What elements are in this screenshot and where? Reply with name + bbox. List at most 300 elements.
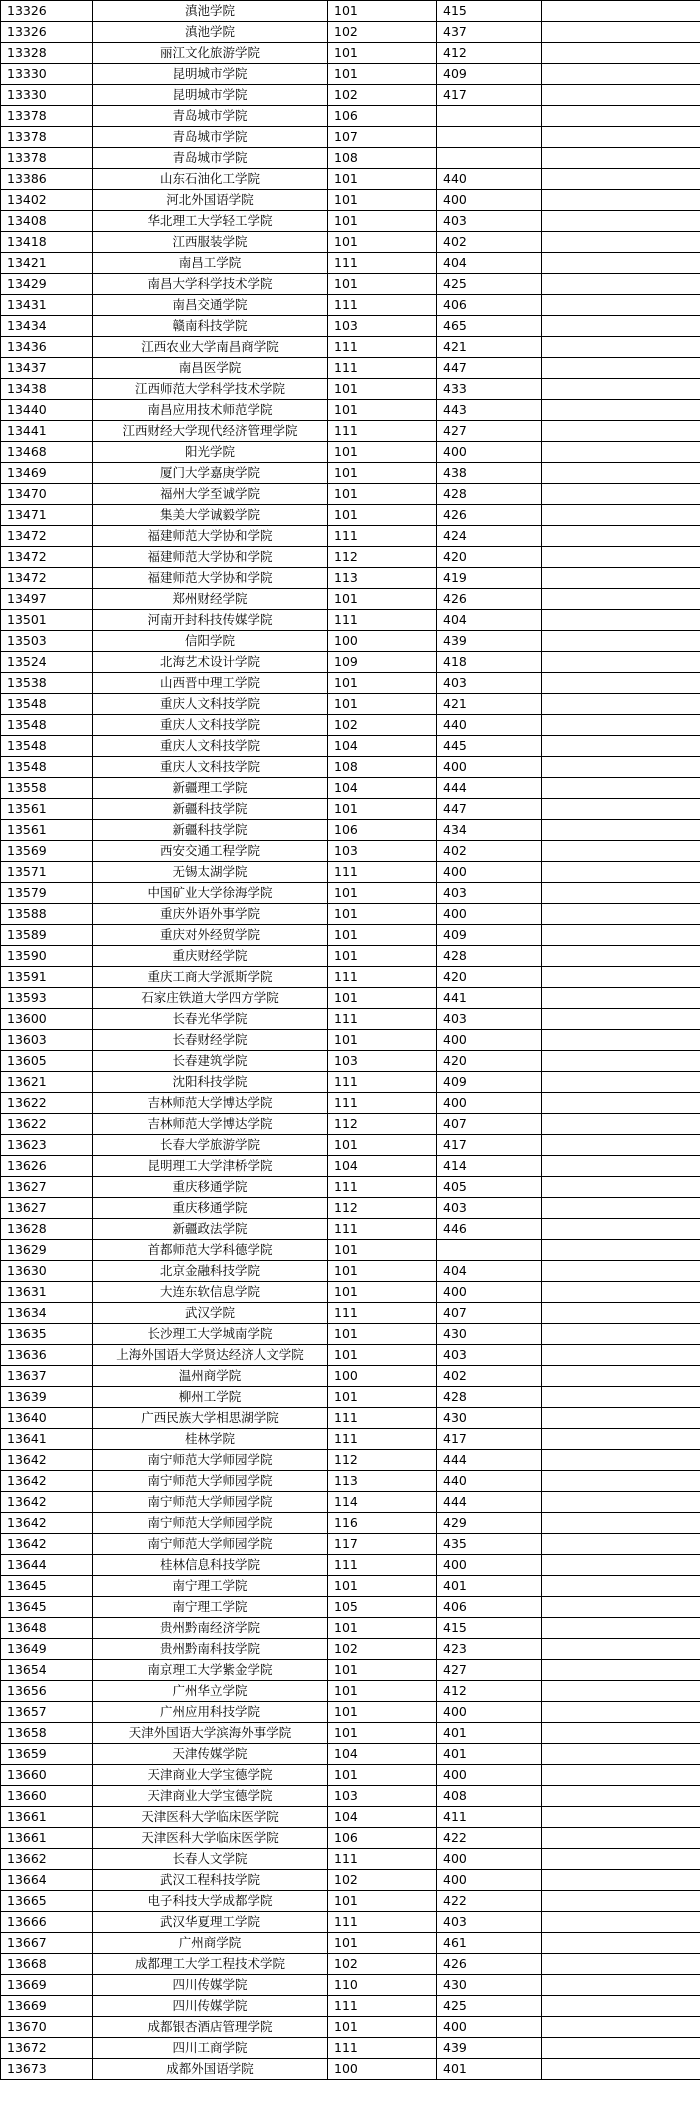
major-group-cell: 111 [328, 2038, 437, 2059]
major-group-cell: 101 [328, 1891, 437, 1912]
major-group-cell: 111 [328, 1009, 437, 1030]
table-row [1, 421, 700, 442]
score-cell: 420 [437, 1051, 542, 1072]
major-group-cell: 109 [328, 652, 437, 673]
major-group-cell: 111 [328, 1219, 437, 1240]
empty-cell [542, 1849, 700, 1870]
empty-cell [542, 484, 700, 505]
major-group-cell: 111 [328, 1072, 437, 1093]
score-cell: 428 [437, 946, 542, 967]
score-cell: 461 [437, 1933, 542, 1954]
school-code-cell: 13666 [1, 1912, 93, 1933]
major-group-cell: 110 [328, 1975, 437, 1996]
school-code-cell: 13635 [1, 1324, 93, 1345]
school-code-cell: 13645 [1, 1597, 93, 1618]
school-name-cell: 南宁理工学院 [93, 1597, 328, 1618]
empty-cell [542, 820, 700, 841]
empty-cell [542, 1702, 700, 1723]
score-cell: 444 [437, 1492, 542, 1513]
empty-cell [542, 1681, 700, 1702]
school-name-cell: 重庆移通学院 [93, 1177, 328, 1198]
school-code-cell: 13642 [1, 1450, 93, 1471]
empty-cell [542, 1198, 700, 1219]
major-group-cell: 111 [328, 1429, 437, 1450]
score-cell: 445 [437, 736, 542, 757]
school-code-cell: 13590 [1, 946, 93, 967]
school-code-cell: 13471 [1, 505, 93, 526]
table-row [1, 2017, 700, 2038]
empty-cell [542, 1345, 700, 1366]
table-row [1, 1114, 700, 1135]
empty-cell [542, 1786, 700, 1807]
major-group-cell: 100 [328, 631, 437, 652]
school-name-cell: 北京金融科技学院 [93, 1261, 328, 1282]
major-group-cell: 101 [328, 1660, 437, 1681]
school-code-cell: 13386 [1, 169, 93, 190]
major-group-cell: 101 [328, 274, 437, 295]
school-name-cell: 新疆科技学院 [93, 820, 328, 841]
major-group-cell: 113 [328, 568, 437, 589]
table-row [1, 862, 700, 883]
school-name-cell: 南昌交通学院 [93, 295, 328, 316]
school-name-cell: 无锡太湖学院 [93, 862, 328, 883]
school-code-cell: 13431 [1, 295, 93, 316]
table-row [1, 106, 700, 127]
empty-cell [542, 967, 700, 988]
school-code-cell: 13429 [1, 274, 93, 295]
score-cell: 435 [437, 1534, 542, 1555]
table-row [1, 1282, 700, 1303]
major-group-cell: 102 [328, 85, 437, 106]
table-row [1, 1639, 700, 1660]
school-code-cell: 13524 [1, 652, 93, 673]
empty-cell [542, 64, 700, 85]
school-name-cell: 河北外国语学院 [93, 190, 328, 211]
school-name-cell: 桂林学院 [93, 1429, 328, 1450]
major-group-cell: 104 [328, 1807, 437, 1828]
score-cell: 400 [437, 1282, 542, 1303]
table-row [1, 694, 700, 715]
school-name-cell: 南宁师范大学师园学院 [93, 1513, 328, 1534]
empty-cell [542, 526, 700, 547]
school-code-cell: 13657 [1, 1702, 93, 1723]
empty-cell [542, 1807, 700, 1828]
empty-cell [542, 400, 700, 421]
major-group-cell: 101 [328, 1618, 437, 1639]
school-code-cell: 13637 [1, 1366, 93, 1387]
school-name-cell: 南昌医学院 [93, 358, 328, 379]
score-cell: 420 [437, 547, 542, 568]
school-code-cell: 13626 [1, 1156, 93, 1177]
score-cell: 430 [437, 1408, 542, 1429]
empty-cell [542, 904, 700, 925]
major-group-cell: 101 [328, 673, 437, 694]
school-name-cell: 武汉工程科技学院 [93, 1870, 328, 1891]
table-row [1, 295, 700, 316]
school-code-cell: 13548 [1, 694, 93, 715]
school-code-cell: 13468 [1, 442, 93, 463]
score-cell: 417 [437, 1429, 542, 1450]
school-name-cell: 新疆政法学院 [93, 1219, 328, 1240]
score-cell: 402 [437, 841, 542, 862]
empty-cell [542, 1408, 700, 1429]
empty-cell [542, 2059, 700, 2080]
score-cell: 441 [437, 988, 542, 1009]
table-row [1, 232, 700, 253]
school-code-cell: 13640 [1, 1408, 93, 1429]
table-row [1, 547, 700, 568]
table-row [1, 904, 700, 925]
major-group-cell: 111 [328, 1408, 437, 1429]
school-name-cell: 成都外国语学院 [93, 2059, 328, 2080]
major-group-cell: 101 [328, 925, 437, 946]
empty-cell [542, 1576, 700, 1597]
table-row [1, 946, 700, 967]
empty-cell [542, 316, 700, 337]
table-row [1, 1744, 700, 1765]
major-group-cell: 103 [328, 841, 437, 862]
school-name-cell: 天津医科大学临床医学院 [93, 1828, 328, 1849]
table-row [1, 988, 700, 1009]
empty-cell [542, 1177, 700, 1198]
school-name-cell: 上海外国语大学贤达经济人文学院 [93, 1345, 328, 1366]
score-cell: 400 [437, 190, 542, 211]
school-code-cell: 13665 [1, 1891, 93, 1912]
table-row [1, 1303, 700, 1324]
empty-cell [542, 1597, 700, 1618]
major-group-cell: 111 [328, 1303, 437, 1324]
empty-cell [542, 463, 700, 484]
major-group-cell: 101 [328, 799, 437, 820]
major-group-cell: 101 [328, 1765, 437, 1786]
school-code-cell: 13642 [1, 1513, 93, 1534]
major-group-cell: 108 [328, 148, 437, 169]
school-name-cell: 信阳学院 [93, 631, 328, 652]
school-name-cell: 福州大学至诚学院 [93, 484, 328, 505]
score-cell: 403 [437, 1198, 542, 1219]
empty-cell [542, 1555, 700, 1576]
school-code-cell: 13627 [1, 1198, 93, 1219]
school-name-cell: 丽江文化旅游学院 [93, 43, 328, 64]
school-code-cell: 13441 [1, 421, 93, 442]
empty-cell [542, 1261, 700, 1282]
score-cell: 403 [437, 1009, 542, 1030]
score-cell: 406 [437, 295, 542, 316]
score-cell: 414 [437, 1156, 542, 1177]
score-cell: 422 [437, 1828, 542, 1849]
school-code-cell: 13634 [1, 1303, 93, 1324]
major-group-cell: 111 [328, 295, 437, 316]
major-group-cell: 101 [328, 232, 437, 253]
score-cell: 400 [437, 1702, 542, 1723]
empty-cell [542, 1828, 700, 1849]
school-name-cell: 广州商学院 [93, 1933, 328, 1954]
table-row [1, 1954, 700, 1975]
major-group-cell: 114 [328, 1492, 437, 1513]
table-row [1, 400, 700, 421]
major-group-cell: 111 [328, 862, 437, 883]
empty-cell [542, 1072, 700, 1093]
table-row [1, 610, 700, 631]
score-cell: 427 [437, 1660, 542, 1681]
table-row [1, 1702, 700, 1723]
score-cell: 412 [437, 1681, 542, 1702]
table-row [1, 1513, 700, 1534]
school-code-cell: 13472 [1, 526, 93, 547]
school-name-cell: 重庆人文科技学院 [93, 736, 328, 757]
empty-cell [542, 862, 700, 883]
empty-cell [542, 694, 700, 715]
school-name-cell: 福建师范大学协和学院 [93, 547, 328, 568]
score-cell [437, 127, 542, 148]
school-code-cell: 13472 [1, 547, 93, 568]
score-cell: 400 [437, 1555, 542, 1576]
school-code-cell: 13630 [1, 1261, 93, 1282]
school-name-cell: 新疆理工学院 [93, 778, 328, 799]
school-code-cell: 13326 [1, 1, 93, 22]
major-group-cell: 101 [328, 946, 437, 967]
school-name-cell: 江西师范大学科学技术学院 [93, 379, 328, 400]
school-code-cell: 13644 [1, 1555, 93, 1576]
major-group-cell: 101 [328, 1030, 437, 1051]
school-code-cell: 13569 [1, 841, 93, 862]
score-cell: 408 [437, 1786, 542, 1807]
score-cell: 403 [437, 673, 542, 694]
table-row [1, 505, 700, 526]
table-row [1, 127, 700, 148]
major-group-cell: 111 [328, 1093, 437, 1114]
table-row [1, 1429, 700, 1450]
school-name-cell: 南宁师范大学师园学院 [93, 1492, 328, 1513]
table-row [1, 1870, 700, 1891]
major-group-cell: 101 [328, 1135, 437, 1156]
major-group-cell: 101 [328, 1933, 437, 1954]
table-row [1, 85, 700, 106]
school-name-cell: 广州华立学院 [93, 1681, 328, 1702]
empty-cell [542, 127, 700, 148]
score-cell: 426 [437, 505, 542, 526]
score-cell: 401 [437, 2059, 542, 2080]
empty-cell [542, 379, 700, 400]
major-group-cell: 101 [328, 1576, 437, 1597]
school-name-cell: 成都理工大学工程技术学院 [93, 1954, 328, 1975]
table-row [1, 1072, 700, 1093]
major-group-cell: 101 [328, 484, 437, 505]
table-row [1, 1156, 700, 1177]
school-code-cell: 13437 [1, 358, 93, 379]
school-code-cell: 13672 [1, 2038, 93, 2059]
major-group-cell: 101 [328, 589, 437, 610]
school-code-cell: 13402 [1, 190, 93, 211]
school-code-cell: 13641 [1, 1429, 93, 1450]
major-group-cell: 111 [328, 421, 437, 442]
school-code-cell: 13330 [1, 85, 93, 106]
score-cell: 418 [437, 652, 542, 673]
table-row [1, 715, 700, 736]
empty-cell [542, 1114, 700, 1135]
score-cell: 439 [437, 2038, 542, 2059]
school-code-cell: 13438 [1, 379, 93, 400]
school-name-cell: 重庆工商大学派斯学院 [93, 967, 328, 988]
school-code-cell: 13328 [1, 43, 93, 64]
score-cell: 402 [437, 1366, 542, 1387]
score-cell: 425 [437, 1996, 542, 2017]
empty-cell [542, 568, 700, 589]
major-group-cell: 101 [328, 505, 437, 526]
table-row [1, 1219, 700, 1240]
empty-cell [542, 232, 700, 253]
score-cell: 447 [437, 358, 542, 379]
school-name-cell: 郑州财经学院 [93, 589, 328, 610]
table-row [1, 967, 700, 988]
table-row [1, 1996, 700, 2017]
empty-cell [542, 43, 700, 64]
table-row [1, 1240, 700, 1261]
table-row [1, 1912, 700, 1933]
major-group-cell: 101 [328, 904, 437, 925]
table-row [1, 148, 700, 169]
major-group-cell: 102 [328, 1870, 437, 1891]
empty-cell [542, 2038, 700, 2059]
school-code-cell: 13629 [1, 1240, 93, 1261]
major-group-cell: 113 [328, 1471, 437, 1492]
table-row [1, 1324, 700, 1345]
empty-cell [542, 1723, 700, 1744]
table-row [1, 526, 700, 547]
table-row [1, 169, 700, 190]
major-group-cell: 101 [328, 1324, 437, 1345]
empty-cell [542, 1450, 700, 1471]
school-name-cell: 贵州黔南经济学院 [93, 1618, 328, 1639]
school-name-cell: 昆明城市学院 [93, 85, 328, 106]
score-cell: 400 [437, 904, 542, 925]
school-name-cell: 首都师范大学科德学院 [93, 1240, 328, 1261]
school-code-cell: 13645 [1, 1576, 93, 1597]
score-cell: 444 [437, 1450, 542, 1471]
school-code-cell: 13668 [1, 1954, 93, 1975]
school-code-cell: 13603 [1, 1030, 93, 1051]
major-group-cell: 112 [328, 1450, 437, 1471]
table-row [1, 337, 700, 358]
score-cell: 400 [437, 1030, 542, 1051]
major-group-cell: 111 [328, 358, 437, 379]
school-code-cell: 13660 [1, 1765, 93, 1786]
score-cell: 438 [437, 463, 542, 484]
empty-cell [542, 1618, 700, 1639]
major-group-cell: 111 [328, 1996, 437, 2017]
school-name-cell: 重庆移通学院 [93, 1198, 328, 1219]
school-code-cell: 13561 [1, 799, 93, 820]
empty-cell [542, 715, 700, 736]
score-cell: 440 [437, 715, 542, 736]
empty-cell [542, 1282, 700, 1303]
major-group-cell: 111 [328, 610, 437, 631]
table-row [1, 1093, 700, 1114]
score-cell: 433 [437, 379, 542, 400]
school-name-cell: 山西晋中理工学院 [93, 673, 328, 694]
table-row [1, 1765, 700, 1786]
major-group-cell: 101 [328, 211, 437, 232]
table-row [1, 1492, 700, 1513]
score-cell: 404 [437, 610, 542, 631]
major-group-cell: 101 [328, 1387, 437, 1408]
major-group-cell: 103 [328, 1786, 437, 1807]
school-name-cell: 四川传媒学院 [93, 1996, 328, 2017]
school-code-cell: 13654 [1, 1660, 93, 1681]
score-cell [437, 106, 542, 127]
major-group-cell: 101 [328, 190, 437, 211]
school-name-cell: 北海艺术设计学院 [93, 652, 328, 673]
table-row [1, 1555, 700, 1576]
empty-cell [542, 1639, 700, 1660]
score-cell: 426 [437, 1954, 542, 1975]
table-row [1, 568, 700, 589]
major-group-cell: 102 [328, 1954, 437, 1975]
table-row [1, 1849, 700, 1870]
major-group-cell: 104 [328, 1156, 437, 1177]
empty-cell [542, 1240, 700, 1261]
empty-cell [542, 547, 700, 568]
major-group-cell: 101 [328, 2017, 437, 2038]
school-name-cell: 南宁师范大学师园学院 [93, 1534, 328, 1555]
score-cell: 420 [437, 967, 542, 988]
school-name-cell: 长春人文学院 [93, 1849, 328, 1870]
school-code-cell: 13642 [1, 1534, 93, 1555]
school-name-cell: 重庆外语外事学院 [93, 904, 328, 925]
table-row [1, 211, 700, 232]
empty-cell [542, 1660, 700, 1681]
school-name-cell: 阳光学院 [93, 442, 328, 463]
table-row [1, 190, 700, 211]
score-cell: 440 [437, 169, 542, 190]
score-cell: 430 [437, 1975, 542, 1996]
school-name-cell: 大连东软信息学院 [93, 1282, 328, 1303]
table-row [1, 1177, 700, 1198]
major-group-cell: 101 [328, 1240, 437, 1261]
school-code-cell: 13330 [1, 64, 93, 85]
major-group-cell: 104 [328, 778, 437, 799]
empty-cell [542, 610, 700, 631]
school-name-cell: 武汉学院 [93, 1303, 328, 1324]
school-name-cell: 长春财经学院 [93, 1030, 328, 1051]
table-row [1, 589, 700, 610]
table-row [1, 778, 700, 799]
major-group-cell: 112 [328, 547, 437, 568]
empty-cell [542, 736, 700, 757]
school-code-cell: 13600 [1, 1009, 93, 1030]
school-name-cell: 武汉华夏理工学院 [93, 1912, 328, 1933]
school-name-cell: 吉林师范大学博达学院 [93, 1114, 328, 1135]
table-row [1, 925, 700, 946]
score-cell: 447 [437, 799, 542, 820]
school-name-cell: 南昌大学科学技术学院 [93, 274, 328, 295]
empty-cell [542, 1996, 700, 2017]
table-row [1, 1891, 700, 1912]
score-cell: 403 [437, 883, 542, 904]
school-code-cell: 13648 [1, 1618, 93, 1639]
score-cell: 407 [437, 1303, 542, 1324]
major-group-cell: 111 [328, 253, 437, 274]
score-cell: 434 [437, 820, 542, 841]
empty-cell [542, 1765, 700, 1786]
score-cell: 443 [437, 400, 542, 421]
major-group-cell: 111 [328, 1177, 437, 1198]
score-cell [437, 148, 542, 169]
score-cell: 400 [437, 1093, 542, 1114]
empty-cell [542, 799, 700, 820]
school-name-cell: 新疆科技学院 [93, 799, 328, 820]
empty-cell [542, 106, 700, 127]
